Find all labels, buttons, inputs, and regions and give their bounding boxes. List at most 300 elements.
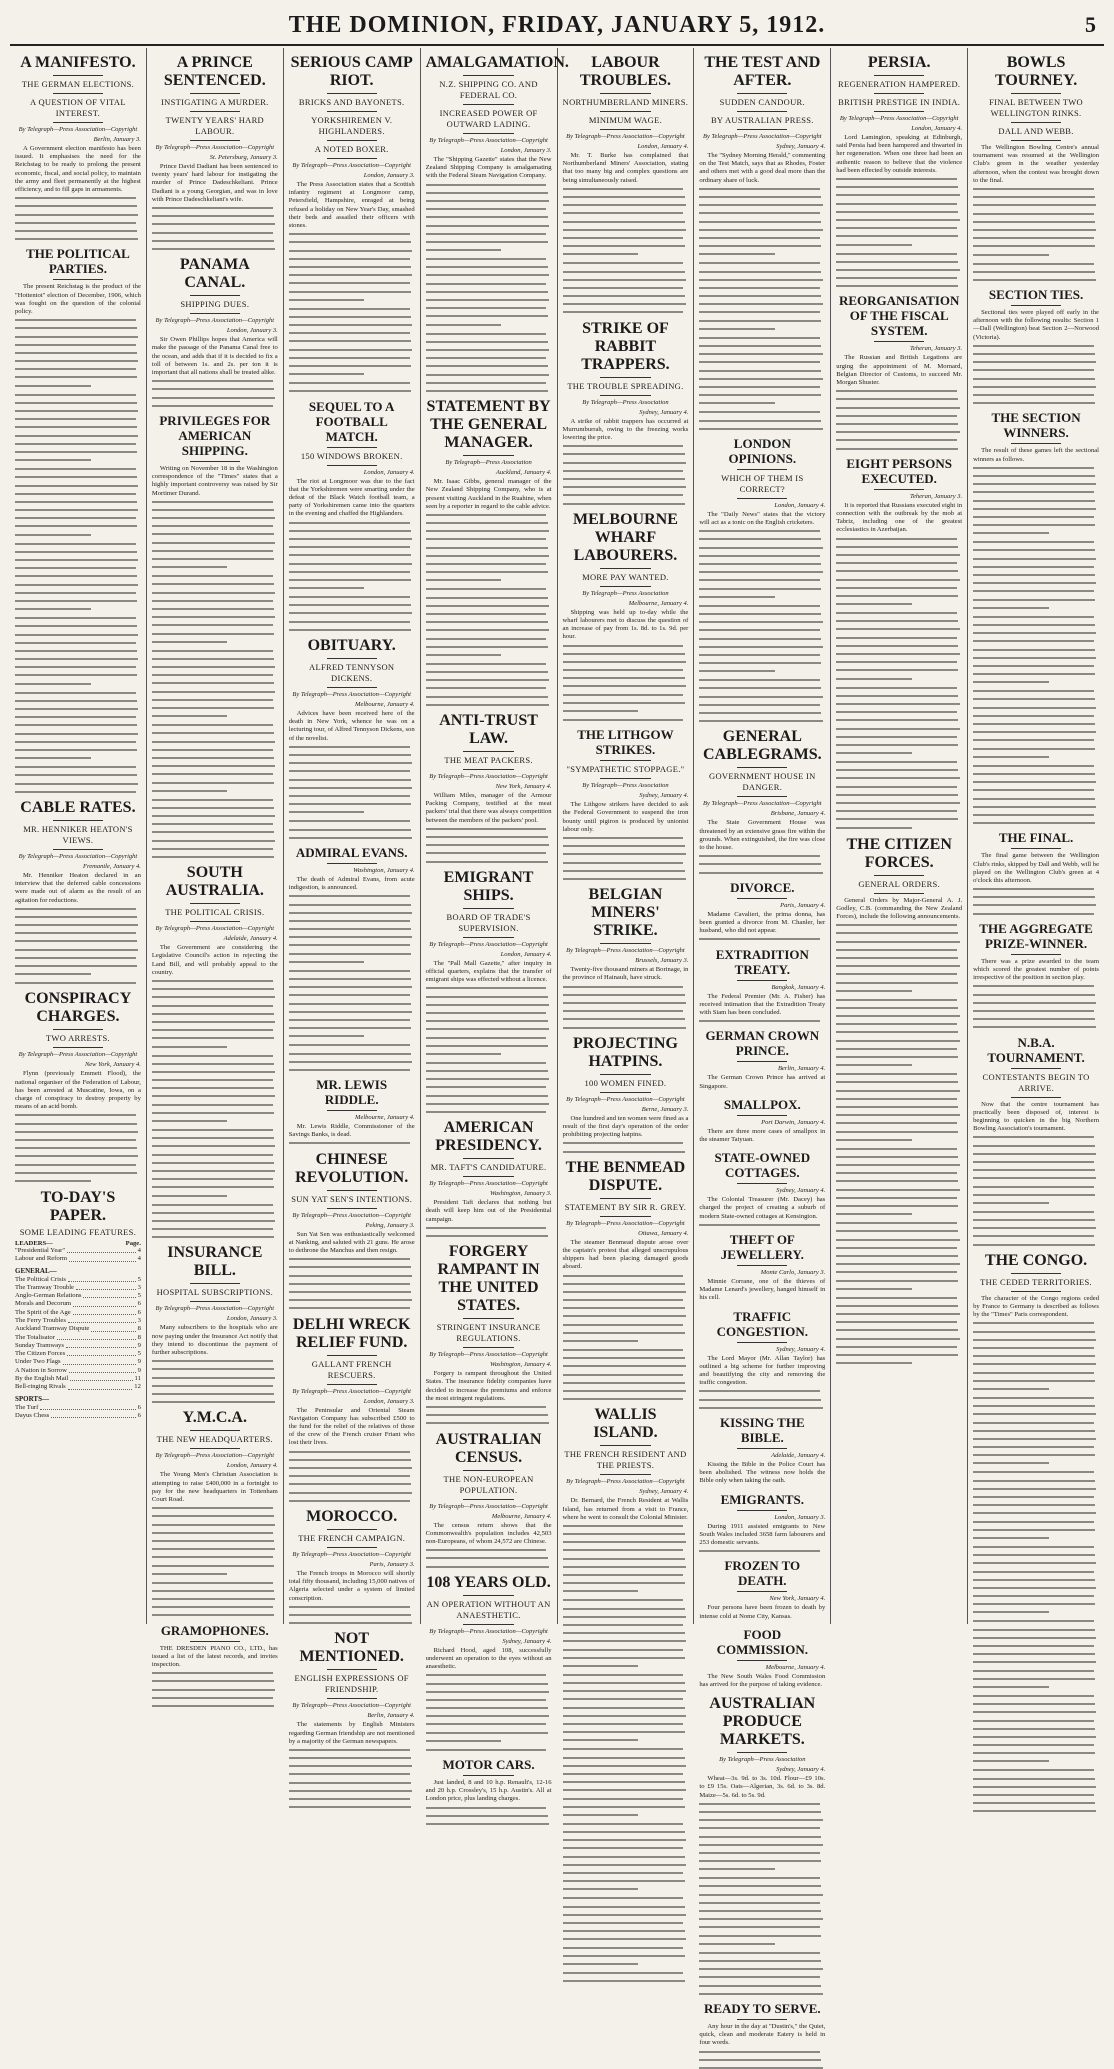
divider-rule [327, 1669, 377, 1670]
text-line [152, 1079, 273, 1081]
wire-credit: By Telegraph—Press Association—Copyright [292, 691, 411, 699]
article [699, 54, 825, 430]
wire-credit: By Telegraph—Press Association—Copyright [429, 940, 548, 948]
text-line [699, 1020, 820, 1022]
text-line [15, 459, 91, 461]
index-item-label: Under Two Flags [15, 1358, 61, 1366]
text-line [836, 439, 957, 441]
divider-rule [190, 1430, 240, 1431]
text-line [563, 1839, 686, 1841]
text-line [15, 551, 137, 553]
text-line [699, 428, 822, 430]
subheadline: 100 WOMEN FINED. [584, 1077, 667, 1088]
text-line [836, 595, 958, 597]
text-line [563, 229, 686, 231]
article [15, 54, 141, 240]
text-line [426, 1095, 548, 1097]
article-body-continuation [699, 855, 825, 873]
divider-rule [1011, 954, 1061, 955]
headline: EIGHT PERSONS EXECUTED. [846, 455, 952, 486]
text-line [836, 285, 958, 287]
text-line [973, 814, 1094, 816]
article-body: The census return shows that the Commonwealth's population includes 42,503 non-Europeans, of whom 24,572 are Chinese. [425, 1521, 552, 1545]
article-body: The State Government House was threatened by an extensive grass fire within the grounds. When extinguished, the fire was close to the house. [699, 819, 826, 852]
text-line [973, 1529, 1095, 1531]
divider-rule [1011, 305, 1061, 306]
text-line [289, 1283, 410, 1285]
text-line [15, 385, 91, 387]
text-line [15, 957, 136, 959]
text-line [289, 282, 410, 284]
text-line [15, 575, 137, 577]
text-line [563, 1018, 685, 1020]
text-line [152, 633, 274, 635]
subheadline: N.Z. SHIPPING CO. AND FEDERAL CO. [439, 79, 538, 100]
article-body: Now that the centre tournament has practically been disposed of, interest is beginning to quicken in the big Northern Bowling Association's tournament. [973, 1100, 1099, 1133]
text-line [563, 271, 685, 273]
text-line [973, 1661, 1096, 1663]
text-line [15, 1114, 136, 1116]
text-line [973, 1446, 1094, 1448]
text-line [15, 319, 136, 321]
text-line [152, 240, 274, 242]
text-line [152, 1095, 275, 1097]
text-line [152, 732, 274, 734]
article-body: Mr. Isaac Gibbs, general manager of the New Zealand Shipping Company, who is at present visiting Auckland in the Ruahine, when seen by a reporter in regard to the cable advice. [425, 478, 552, 510]
text-line [563, 1027, 686, 1029]
dateline: Melbourne, January 4. [355, 701, 415, 709]
text-line [152, 1672, 273, 1674]
article-body-continuation [289, 1451, 415, 1502]
column-5 [558, 48, 695, 1624]
text-line [152, 980, 273, 982]
text-line [973, 1504, 1095, 1506]
text-line [426, 522, 548, 524]
text-line [699, 1968, 822, 1970]
text-line [973, 1760, 1049, 1762]
text-line [699, 188, 820, 190]
divider-rule [463, 937, 513, 938]
text-line [15, 708, 138, 710]
text-line [973, 483, 1096, 485]
text-line [152, 1393, 274, 1395]
divider-rule [463, 1775, 513, 1776]
text-line [699, 538, 821, 540]
text-line [152, 575, 273, 577]
wire-credit: By Telegraph—Press Association [719, 1756, 806, 1764]
text-line [289, 1467, 412, 1469]
text-line [973, 491, 1094, 493]
index-item-page: 6 [137, 1300, 141, 1308]
text-line [973, 1186, 1094, 1188]
text-line [973, 765, 1094, 767]
headline: AMALGAMATION. [425, 54, 569, 71]
text-line [699, 311, 820, 313]
subheadline: AN OPERATION WITHOUT AN ANAESTHETIC. [426, 1598, 551, 1620]
text-line [289, 994, 410, 996]
text-line [152, 380, 273, 382]
article-body: It is reported that Russians executed eight in connection with the outbreak by the mob at Tabriz, including one of the greatest ecclesiastics in Azerbaijan. [836, 501, 963, 534]
headline: THE POLITICAL PARTIES. [26, 246, 130, 277]
index-section: GENERAL— [15, 1266, 57, 1275]
text-line [426, 987, 547, 989]
divider-rule [600, 568, 650, 569]
text-line [973, 582, 1096, 584]
index-item [15, 1350, 141, 1358]
article [699, 1558, 825, 1620]
text-line [836, 628, 959, 630]
divider-rule [327, 93, 377, 94]
text-line [973, 681, 1049, 683]
headline: STATEMENT BY THE GENERAL MANAGER. [426, 398, 551, 452]
index-item-page: 3 [137, 1317, 141, 1324]
text-line [152, 773, 273, 775]
text-line [426, 538, 547, 540]
text-line [426, 1807, 547, 1809]
text-line [15, 733, 138, 735]
text-line [699, 402, 775, 404]
text-line [152, 1220, 275, 1222]
dateline: St. Petersburg, January 3. [209, 154, 278, 161]
article [563, 1406, 689, 1982]
text-line [836, 570, 958, 572]
dateline: London, January 4. [774, 501, 826, 509]
dateline: Melbourne, January 4. [491, 1512, 552, 1520]
text-line [152, 1204, 273, 1206]
text-line [973, 1562, 1096, 1564]
column-3 [284, 48, 421, 1745]
article-body-continuation [152, 1507, 278, 1616]
text-line [836, 407, 959, 409]
text-line [836, 802, 959, 804]
headline: EMIGRANT SHIPS. [443, 868, 534, 904]
index-header-page: Page. [125, 1239, 141, 1247]
text-line [15, 509, 138, 511]
text-line [973, 1177, 1096, 1179]
article-body: The Russian and British Legations are urging the appointment of M. Mornard, Belgian Director of Customs, to succeed Mr. Morgan Shuster. [836, 354, 963, 387]
text-line [289, 762, 412, 764]
headline: KISSING THE BIBLE. [719, 1414, 805, 1445]
article-body-continuation [973, 985, 1099, 1028]
text-line [15, 600, 137, 602]
article-body-continuation [152, 380, 278, 407]
subheadline: GALLANT FRENCH RESCUERS. [311, 1358, 392, 1380]
text-line [152, 517, 275, 519]
divider-rule [463, 1347, 513, 1348]
text-line [563, 878, 686, 880]
index-item-label: By the English Mail [15, 1375, 69, 1383]
article-body: The Young Men's Christian Association is attempting to raise £400,000 in a fortnight to pay for the new headquarters in Tottenham Court Road. [151, 1471, 278, 1504]
text-line [973, 1587, 1096, 1589]
dateline: London, January 3. [363, 1397, 415, 1405]
headline: MELBOURNE WHARF LABOURERS. [572, 510, 678, 564]
text-line [973, 673, 1095, 675]
text-line [699, 204, 822, 206]
leader-dots [67, 1350, 135, 1356]
divider-rule [1011, 848, 1061, 849]
text-line [563, 1739, 639, 1741]
text-line [152, 1112, 274, 1114]
article-body: Richard Hood, aged 108, successfully underwent an operation to the eyes without an anaesthetic. [425, 1646, 552, 1671]
text-line [973, 1380, 1095, 1382]
article [289, 399, 415, 631]
article-body: General Orders by Major-General A. J. Godley, C.B. (commanding the New Zealand Forces), include the following announcements. [836, 896, 963, 920]
divider-rule [53, 1047, 103, 1048]
text-line [426, 390, 548, 392]
article-body-continuation [563, 1142, 689, 1152]
text-line [973, 1372, 1094, 1374]
text-line [836, 1362, 912, 1364]
text-line [563, 677, 685, 679]
text-line [15, 1131, 138, 1133]
text-line [973, 904, 1096, 906]
headline: CONSPIRACY CHARGES. [24, 990, 132, 1026]
text-line [699, 638, 821, 640]
text-line [289, 1142, 410, 1144]
text-line [973, 1018, 1095, 1020]
text-line [289, 811, 365, 813]
article-body: The Federal Premier (Mr. A. Fisher) has received intimation that the Extradition Treaty with Siam has been concluded. [699, 992, 826, 1016]
divider-rule [190, 1641, 240, 1642]
wire-credit: By Telegraph—Press Association—Copyright [566, 947, 685, 955]
wire-credit: By Telegraph—Press Association—Copyright [566, 1478, 685, 1486]
text-line [563, 862, 684, 864]
wire-credit: By Telegraph—Press Association—Copyright [292, 1211, 411, 1219]
headline: AUSTRALIAN PRODUCE MARKETS. [709, 1695, 816, 1749]
article [289, 1151, 415, 1310]
dateline: London, January 4. [911, 125, 963, 132]
article-body-continuation [426, 184, 552, 392]
text-line [152, 223, 275, 225]
text-line [289, 1757, 411, 1759]
text-line [973, 196, 1095, 198]
subheadline: INSTIGATING A MURDER. [161, 97, 269, 107]
article-body: Minnie Corrane, one of the thieves of Madame Lenard's jewellery, hanged himself in his cell. [699, 1277, 826, 1302]
text-line [563, 245, 685, 247]
headline: THE TEST AND AFTER. [704, 54, 821, 89]
text-line [152, 1705, 274, 1707]
text-line [426, 1557, 548, 1559]
divider-rule [327, 1529, 377, 1530]
article-body: The French troops in Morocco will shortly total fifty thousand, including 15,000 natives of Algeria selected under a system of limited conscription. [288, 1569, 415, 1602]
text-line [836, 587, 957, 589]
divider-rule [1011, 1097, 1061, 1098]
text-line [699, 394, 821, 396]
headline: PROJECTING HATPINS. [572, 1034, 678, 1070]
article-body: Lord Lamington, speaking at Edinburgh, said Persia had been hampered and thwarted in her regeneration. When one three had been an authentic reason to believe that the violence had been effected by outside interests. [836, 134, 963, 174]
leader-dots [70, 1375, 132, 1381]
text-line [973, 1579, 1095, 1581]
text-line [15, 617, 136, 619]
article-body: The Lithgow strikers have decided to ask the Federal Government to suspend the iron bounty until pigiron is produced by unionist labour only. [562, 801, 689, 833]
text-line [699, 196, 821, 198]
text-line [289, 787, 412, 789]
text-line [152, 790, 228, 792]
subheadline: YORKSHIREMEN V. HIGHLANDERS. [311, 115, 393, 136]
text-line [563, 710, 639, 712]
article-body: There are three more cases of smallpox in the steamer Taiyuan. [699, 1127, 826, 1143]
text-line [563, 1608, 685, 1610]
text-line [152, 388, 274, 390]
divider-rule [190, 1301, 240, 1302]
text-line [973, 271, 1095, 273]
text-line [563, 1888, 639, 1890]
text-line [973, 822, 1095, 824]
article-body: Prince David Dadiani has been sentenced to twenty years' hard labour for instigating the murder of Prince Dadeschkeliani. Prince Dadiani is a young Georgian, and was in love with Prince Dadeschkeliani's wife. [151, 163, 278, 203]
article [426, 1119, 552, 1237]
text-line [973, 649, 1095, 651]
text-line [699, 345, 821, 347]
text-line [973, 188, 1094, 190]
dateline: Washington, January 3. [489, 1190, 552, 1198]
article-body: The character of the Congo regions ceded by France to Germany is described as follows by the "Times" Paris correspondent. [973, 1294, 1099, 1319]
text-line [152, 501, 273, 503]
text-line [973, 1653, 1095, 1655]
article-body-continuation [699, 1390, 825, 1408]
article [563, 511, 689, 721]
index-item-page: 6 [137, 1308, 141, 1316]
text-line [836, 761, 957, 763]
text-line [973, 1778, 1095, 1780]
article-body: The present Reichstag is the product of the "Hottentot" election of December, 1906, which was fought on the question of the colonial policy. [15, 283, 141, 315]
dateline: Port Darwin, January 4. [761, 1118, 826, 1126]
text-line [973, 994, 1095, 996]
article [426, 1243, 552, 1424]
subheadline: NORTHUMBERLAND MINERS. [562, 97, 689, 107]
text-line [563, 1980, 685, 1982]
article-body: The German Crown Prince has arrived at Singapore. [699, 1074, 826, 1090]
index-item-label: The Spirit of the Age [15, 1308, 71, 1316]
text-line [426, 1699, 547, 1701]
text-line [289, 1773, 410, 1775]
article [15, 246, 141, 792]
text-line [836, 620, 958, 622]
divider-rule [53, 849, 103, 850]
article-body: The New South Wales Food Commission has arrived for the purpose of taking evidence. [699, 1672, 826, 1688]
text-line [289, 373, 365, 375]
index-item [15, 1342, 141, 1350]
text-line [15, 352, 137, 354]
text-line [563, 1151, 685, 1153]
text-line [152, 232, 273, 234]
subheadline: THE NON-EUROPEAN POPULATION. [443, 1473, 534, 1495]
text-line [426, 1422, 549, 1424]
text-line [15, 336, 138, 338]
article-body-continuation [973, 188, 1099, 281]
text-line [15, 692, 136, 694]
index-item-label: The Citizen Forces [15, 1350, 66, 1358]
text-line [289, 538, 412, 540]
text-line [152, 674, 273, 676]
text-line [836, 261, 958, 263]
subheadline: GOVERNMENT HOUSE IN DANGER. [709, 771, 816, 793]
text-line [973, 1711, 1096, 1713]
article-body: The steamer Benmead dispute arose over the captain's protest that alleged unscrupulous shippers had been placing damaged goods aboard. [562, 1238, 689, 1271]
text-line [836, 965, 959, 967]
text-line [973, 616, 1094, 618]
text-line [973, 1322, 1094, 1324]
text-line [699, 654, 820, 656]
text-line [15, 418, 136, 420]
index-item-page: 4 [137, 1246, 141, 1254]
article [426, 1757, 552, 1825]
text-line [699, 863, 821, 865]
text-line [973, 1227, 1096, 1229]
text-line [15, 774, 137, 776]
text-line [973, 1728, 1095, 1730]
article [973, 1252, 1099, 1813]
text-line [289, 291, 411, 293]
text-line [699, 1910, 821, 1912]
index-item [15, 1309, 141, 1317]
index-item-label: The Totalisator [15, 1333, 55, 1341]
column-2 [147, 48, 284, 1669]
headline: DELHI WRECK RELIEF FUND. [292, 1315, 411, 1351]
text-line [699, 621, 822, 623]
text-line [973, 245, 1095, 247]
text-line [152, 624, 273, 626]
text-line [699, 1811, 821, 1813]
article-body: A strike of rabbit trappers has occurred at Murrumburrah, owing to the freezing works lowering the price. [562, 417, 689, 442]
text-line [426, 597, 548, 599]
divider-rule [327, 658, 377, 659]
text-line [699, 420, 821, 422]
text-line [836, 990, 912, 992]
text-line [563, 1757, 685, 1759]
text-line [15, 932, 136, 934]
text-line [289, 1291, 411, 1293]
article-body-continuation [973, 888, 1099, 915]
text-line [699, 1960, 821, 1962]
text-line [426, 1406, 547, 1408]
text-line [836, 827, 912, 829]
text-line [426, 663, 547, 665]
text-line [15, 1123, 137, 1125]
article-body: Just landed, 8 and 10 h.p. Renault's, 12-16 and 20 h.p. Crossley's, 15 h.p. Austin's. All at London price, plus landing charges. [425, 1779, 552, 1803]
text-line [289, 1003, 411, 1005]
headline: THE BENMEAD DISPUTE. [565, 1158, 686, 1194]
text-line [152, 583, 274, 585]
text-line [836, 1106, 958, 1108]
divider-rule [463, 908, 513, 909]
text-line [699, 2051, 820, 2053]
text-line [699, 1827, 820, 1829]
text-line [563, 1390, 686, 1392]
text-line [563, 1665, 639, 1667]
dateline: Brussels, January 3. [635, 957, 689, 965]
text-line [15, 360, 138, 362]
text-line [426, 333, 547, 335]
text-line [563, 1723, 684, 1725]
text-line [289, 970, 410, 972]
wire-credit: By Telegraph—Press Association—Copyright [566, 133, 685, 140]
subheadline: ALFRED TENNYSON DICKENS. [309, 662, 395, 684]
text-line [289, 1258, 410, 1260]
text-line [289, 1266, 411, 1268]
text-line [563, 1275, 684, 1277]
text-line [15, 666, 136, 668]
article-body: The riot at Longmoor was due to the fact that the Yorkshiremen were smarting under the defeat of the Black Watch football team, a party of Yorkshiremen came into the quarters in the evening and chaffed the Highlanders. [288, 477, 415, 518]
divider-rule [600, 943, 650, 944]
text-line [289, 382, 410, 384]
divider-rule [463, 1624, 513, 1625]
text-line [426, 233, 547, 235]
subheadline: MORE PAY WANTED. [582, 571, 669, 582]
text-line [426, 1037, 547, 1039]
headline: AUSTRALIAN CENSUS. [435, 1430, 542, 1466]
text-line [836, 612, 957, 614]
text-line [15, 642, 136, 644]
